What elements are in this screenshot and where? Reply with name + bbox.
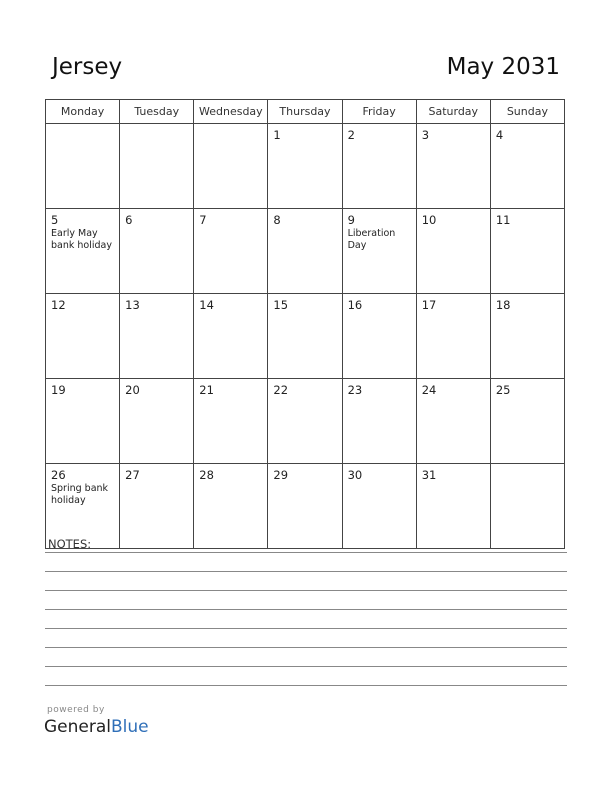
weekday-header: Thursday [268, 100, 342, 124]
day-cell [120, 464, 194, 549]
day-cell [416, 209, 490, 294]
day-cell [342, 124, 416, 209]
day-number: 17 [421, 298, 437, 312]
holiday-label: Liberation Day [347, 228, 396, 251]
brand-general: General [44, 717, 111, 737]
day-cell [490, 379, 564, 464]
day-cell [120, 379, 194, 464]
holiday-label: Early May bank holiday [51, 228, 112, 251]
day-number: 2 [347, 128, 355, 142]
day-cell [416, 124, 490, 209]
day-cell [416, 294, 490, 379]
day-number: 22 [273, 383, 289, 397]
notes-label: NOTES: [48, 537, 92, 551]
day-cell [120, 294, 194, 379]
weekday-header: Wednesday [194, 100, 268, 124]
day-cell [120, 209, 194, 294]
day-cell [120, 124, 194, 209]
day-cell [342, 379, 416, 464]
weekday-header: Monday [46, 100, 120, 124]
week-row [46, 124, 565, 209]
holiday-label: Spring bank holiday [51, 483, 109, 506]
day-cell [416, 464, 490, 549]
note-line [45, 552, 567, 553]
day-number: 27 [125, 468, 140, 482]
day-number: 24 [421, 383, 437, 397]
day-number: 3 [421, 128, 430, 142]
day-number: 16 [347, 298, 363, 312]
day-number: 28 [199, 468, 214, 482]
day-cell [490, 294, 564, 379]
day-cell [46, 379, 120, 464]
powered-by-text: powered by [47, 705, 105, 715]
day-number: 26 [51, 468, 66, 482]
day-cell [490, 464, 564, 549]
weekday-header-row [46, 100, 565, 124]
day-number: 20 [125, 383, 140, 397]
note-line [45, 685, 567, 686]
weekday-header: Friday [342, 100, 416, 124]
day-number: 15 [273, 298, 289, 312]
day-cell [268, 464, 342, 549]
day-number: 25 [495, 383, 511, 397]
day-number: 13 [125, 298, 140, 312]
day-number: 19 [51, 383, 66, 397]
day-cell [490, 209, 564, 294]
day-number: 21 [199, 383, 214, 397]
note-line [45, 666, 567, 667]
day-cell [268, 124, 342, 209]
day-cell [46, 294, 120, 379]
day-cell [342, 464, 416, 549]
weekday-header: Sunday [490, 100, 564, 124]
weekday-header: Tuesday [120, 100, 194, 124]
day-number: 14 [199, 298, 214, 312]
day-cell [416, 379, 490, 464]
day-cell [268, 209, 342, 294]
note-line [45, 628, 567, 629]
weekday-header: Saturday [416, 100, 490, 124]
calendar-grid [45, 99, 565, 549]
note-line [45, 571, 567, 572]
week-row [46, 294, 565, 379]
day-number: 18 [495, 298, 511, 312]
day-number: 1 [273, 128, 281, 142]
day-number: 9 [347, 213, 355, 227]
day-number: 6 [125, 213, 133, 227]
day-cell [268, 294, 342, 379]
week-row [46, 379, 565, 464]
day-cell [194, 209, 268, 294]
day-number: 29 [273, 468, 289, 482]
day-number: 30 [347, 468, 363, 482]
note-line [45, 609, 567, 610]
day-cell [342, 209, 416, 294]
day-cell [46, 464, 120, 549]
note-line [45, 590, 567, 591]
day-cell [342, 294, 416, 379]
day-number: 11 [495, 213, 511, 227]
day-cell [194, 294, 268, 379]
day-cell [490, 124, 564, 209]
note-line [45, 647, 567, 648]
day-cell [194, 379, 268, 464]
month-year-title: May 2031 [446, 54, 560, 80]
day-cell [46, 124, 120, 209]
day-number: 7 [199, 213, 207, 227]
brand-logo [44, 717, 149, 737]
day-number: 31 [421, 468, 437, 482]
brand-blue: Blue [111, 717, 149, 737]
day-number: 8 [273, 213, 281, 227]
day-cell [268, 379, 342, 464]
day-number: 10 [421, 213, 437, 227]
day-number: 12 [51, 298, 66, 312]
week-row [46, 209, 565, 294]
week-row [46, 464, 565, 549]
day-number: 5 [51, 213, 59, 227]
day-number: 23 [347, 383, 363, 397]
region-title: Jersey [52, 54, 123, 80]
day-cell [194, 464, 268, 549]
day-cell [194, 124, 268, 209]
day-number: 4 [495, 128, 504, 142]
day-cell [46, 209, 120, 294]
